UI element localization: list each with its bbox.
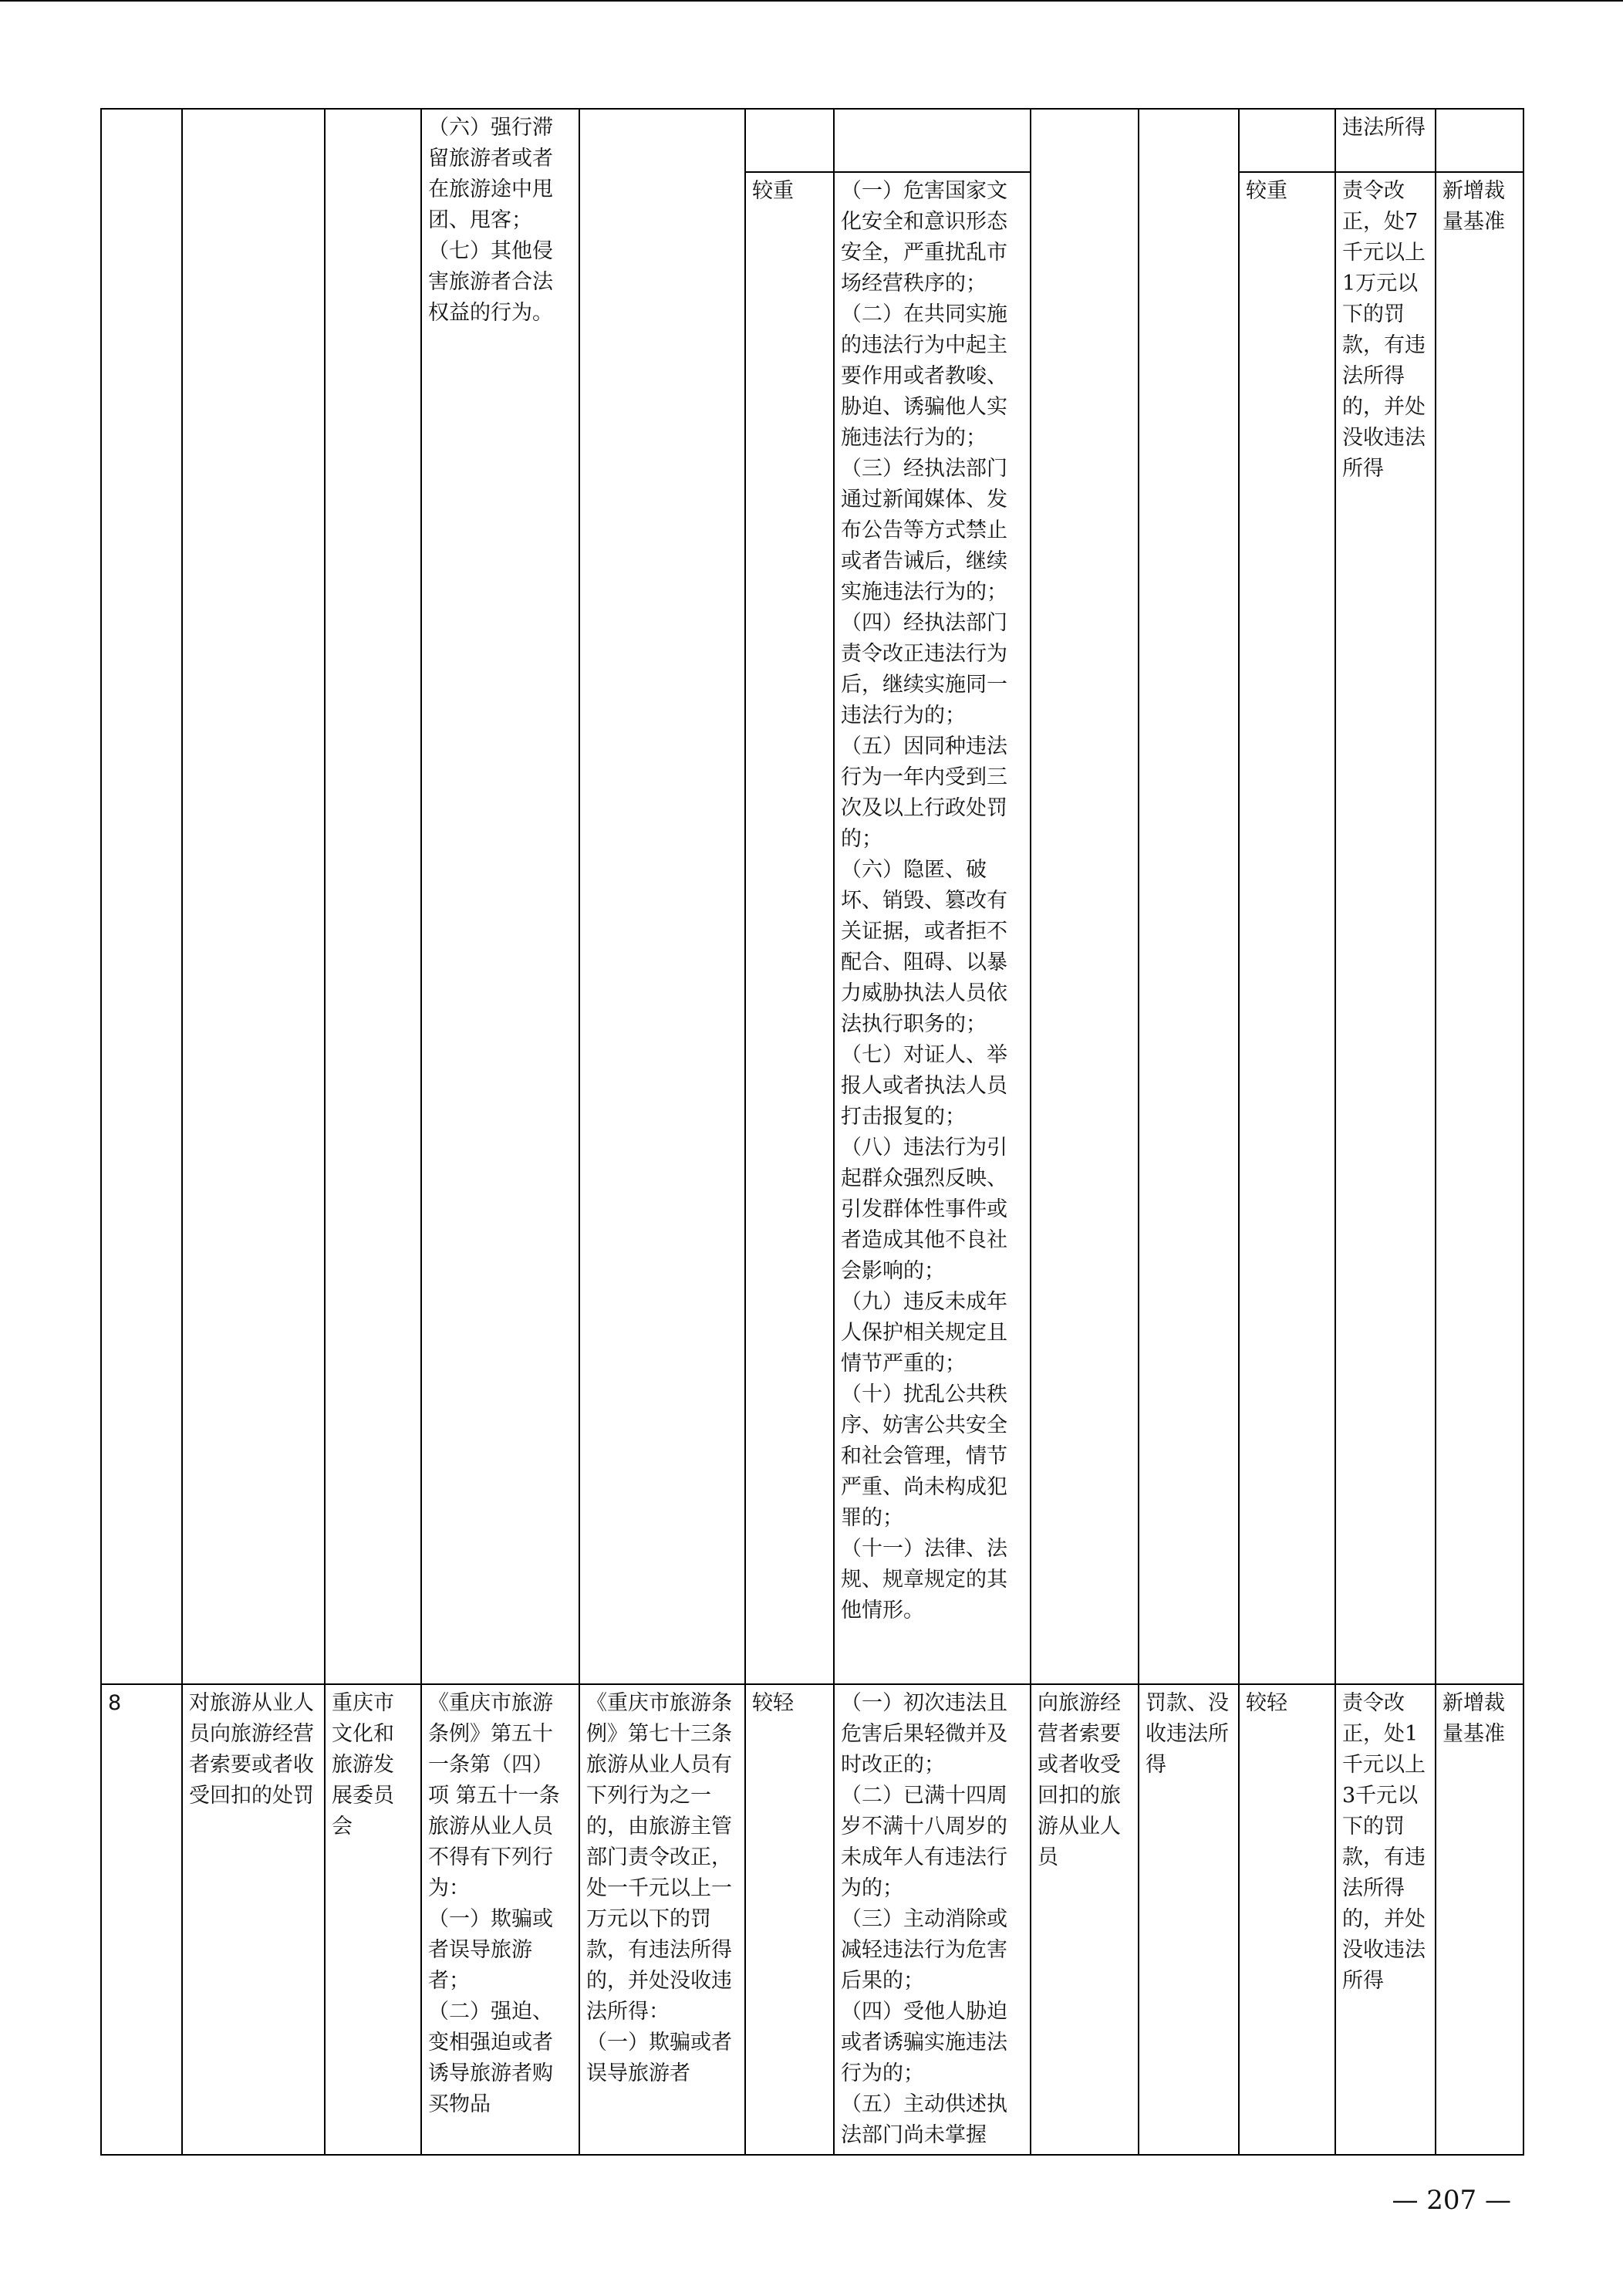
cell-remark-prev xyxy=(1436,109,1523,172)
circumstance-item: （十）扰乱公共秩序、妨害公共安全和社会管理，情节严重、尚未构成犯罪的； xyxy=(841,1383,1007,1530)
circumstance-item: （二）已满十四周岁不满十八周岁的未成年人有违法行为的； xyxy=(841,1784,1007,1900)
cell-authority-cont xyxy=(325,109,421,1684)
circumstance-item: （一）初次违法且危害后果轻微并及时改正的； xyxy=(841,1691,1007,1777)
cell-penalty-type: 罚款、没收违法所得 xyxy=(1139,1684,1239,2155)
penalty-standard-table xyxy=(100,108,1524,2156)
cell-circumstances xyxy=(834,172,1031,1684)
circumstance-item: （八）违法行为引起群众强烈反映、引发群体性事件或者造成其他不良社会影响的； xyxy=(841,1136,1007,1283)
circumstance-item: （三）主动消除或减轻违法行为危害后果的； xyxy=(841,1907,1007,1993)
basis-clause: （二）强迫、变相强迫或者诱导旅游者购买物品 xyxy=(428,2000,553,2116)
cell-circumstances xyxy=(834,1684,1031,2155)
basis-clause: （六）强行滞留旅游者或者在旅游途中甩团、甩客； xyxy=(428,116,553,232)
cell-no-cont xyxy=(101,109,182,1684)
circumstance-item: （七）对证人、举报人或者执法人员打击报复的； xyxy=(841,1043,1007,1129)
cell-circumstances-prev xyxy=(834,109,1031,172)
table-row xyxy=(101,109,1523,172)
cell-subject-cont xyxy=(1031,109,1139,1684)
circumstance-item: （十一）法律、法规、规章规定的其他情形。 xyxy=(841,1537,1007,1622)
cell-subject: 向旅游经营者索要或者收受回扣的旅游从业人员 xyxy=(1031,1684,1139,2155)
cell-item: 对旅游从业人员向旅游经营者索要或者收受回扣的处罚 xyxy=(182,1684,325,2155)
circumstance-item: （六）隐匿、破坏、销毁、篡改有关证据，或者拒不配合、阻碍、以暴力威胁执法人员依法执行职务的； xyxy=(841,858,1007,1036)
cell-basis-violation xyxy=(421,1684,579,2155)
cell-level-left: 较重 xyxy=(745,172,834,1684)
circumstance-item: （九）违反未成年人保护相关规定且情节严重的； xyxy=(841,1290,1007,1376)
circumstance-item: （三）经执法部门通过新闻媒体、发布公告等方式禁止或者告诫后，继续实施违法行为的； xyxy=(841,457,1007,604)
cell-penalty: 责令改正，处7千元以上1万元以下的罚款，有违法所得的，并处没收违法所得 xyxy=(1335,172,1436,1684)
cell-penalty-type-cont xyxy=(1139,109,1239,1684)
cell-level-left-prev xyxy=(745,109,834,172)
cell-basis-penalty xyxy=(579,1684,745,2155)
cell-no: 8 xyxy=(101,1684,182,2155)
circumstance-item: （四）经执法部门责令改正违法行为后，继续实施同一违法行为的； xyxy=(841,611,1007,728)
circumstance-item: （五）主动供述执法部门尚未掌握 xyxy=(841,2092,1007,2147)
cell-remark: 新增裁量基准 xyxy=(1436,172,1523,1684)
basis-clause: （一）欺骗或者误导旅游者； xyxy=(428,1907,553,1993)
top-rule xyxy=(0,0,1623,2)
cell-level-right: 较轻 xyxy=(1239,1684,1335,2155)
cell-remark: 新增裁量基准 xyxy=(1436,1684,1523,2155)
cell-level-left: 较轻 xyxy=(745,1684,834,2155)
basis-clause: 《重庆市旅游条例》第五十一条第（四）项 第五十一条 旅游从业人员不得有下列行为： xyxy=(428,1691,560,1900)
circumstance-item: （一）危害国家文化安全和意识形态安全，严重扰乱市场经营秩序的； xyxy=(841,179,1007,295)
cell-level-right-prev xyxy=(1239,109,1335,172)
table-row xyxy=(101,1684,1523,2155)
circumstance-item: （四）受他人胁迫或者诱骗实施违法行为的； xyxy=(841,2000,1007,2085)
cell-penalty: 责令改正，处1千元以上3千元以下的罚款，有违法所得的，并处没收违法所得 xyxy=(1335,1684,1436,2155)
circumstance-item: （二）在共同实施的违法行为中起主要作用或者教唆、胁迫、诱骗他人实施违法行为的； xyxy=(841,302,1007,450)
cell-item-cont xyxy=(182,109,325,1684)
cell-authority: 重庆市文化和旅游发展委员会 xyxy=(325,1684,421,2155)
cell-level-right: 较重 xyxy=(1239,172,1335,1684)
basis-clause: 《重庆市旅游条例》第七十三条 旅游从业人员有下列行为之一的，由旅游主管部门责令改正，处一千元以上一万元以下的罚款，有违法所得的，并处没收违法所得： xyxy=(586,1691,732,2024)
cell-basis-violation-cont xyxy=(421,109,579,1684)
cell-basis-penalty-cont xyxy=(579,109,745,1684)
page-number: — 207 — xyxy=(1392,2185,1511,2216)
basis-clause: （一）欺骗或者误导旅游者 xyxy=(586,2031,732,2085)
circumstance-item: （五）因同种违法行为一年内受到三次及以上行政处罚的； xyxy=(841,734,1007,851)
basis-clause: （七）其他侵害旅游者合法权益的行为。 xyxy=(428,239,553,325)
cell-penalty-prev: 违法所得 xyxy=(1335,109,1436,172)
